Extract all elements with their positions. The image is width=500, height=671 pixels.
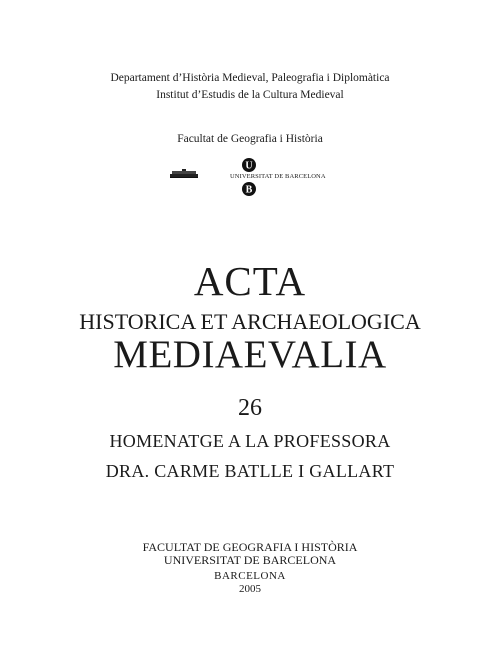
university-logo-row: [170, 157, 350, 197]
header-institutions: [0, 70, 500, 104]
journal-series: MEDIAEVALIA: [113, 333, 387, 376]
publication-year: 2005: [239, 583, 261, 595]
volume-number: 26: [238, 395, 262, 421]
university-building-icon: [170, 169, 198, 179]
dedication-line-2: DRA. CARME BATLLE I GALLART: [105, 461, 395, 481]
publisher-university: UNIVERSITAT DE BARCELONA: [163, 553, 337, 567]
department-name: Departament d’Història Medieval, Paleografia i Diplomàtica: [110, 72, 390, 84]
publisher-faculty: FACULTAT DE GEOGRAFIA I HISTÒRIA: [142, 540, 358, 554]
journal-title: ACTA: [193, 258, 307, 304]
institute-name: Institut d’Estudis de la Cultura Medieval: [156, 89, 344, 101]
publisher-block: [0, 541, 500, 567]
journal-subtitle: HISTORICA ET ARCHAEOLOGICA: [79, 309, 421, 334]
faculty-name: Facultat de Geografia i Història: [177, 133, 323, 145]
logo-letter-b: B: [245, 184, 253, 196]
logo-letter-u: U: [245, 160, 253, 172]
dedication-line-1: HOMENATGE A LA PROFESSORA: [109, 431, 391, 451]
university-logo-name: UNIVERSITAT DE BARCELONA: [230, 173, 326, 180]
publication-city: BARCELONA: [214, 570, 286, 582]
